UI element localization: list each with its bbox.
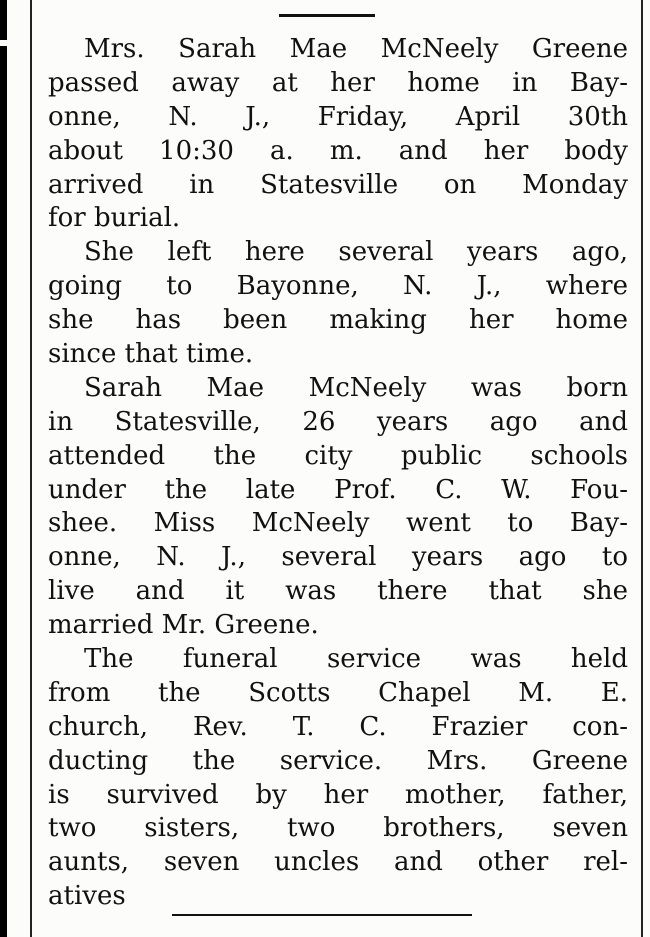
article-line: since that time. [48, 339, 254, 370]
article-line: married Mr. Greene. [48, 610, 319, 641]
article-line: onne, N. J., Friday, April 30th [48, 101, 628, 132]
article-line: going to Bayonne, N. J., where [48, 271, 628, 302]
column-border-gap [0, 40, 7, 46]
top-divider [279, 14, 375, 17]
column-rule-right [641, 0, 643, 937]
article-line: from the Scotts Chapel M. E. [48, 677, 628, 708]
article-line: live and it was there that she [48, 576, 628, 607]
article-line: in Statesville, 26 years ago and [48, 406, 628, 437]
article-line: aunts, seven uncles and other rel- [48, 847, 628, 878]
article-line: for burial. [48, 203, 181, 234]
article-line: Sarah Mae McNeely was born [84, 372, 628, 403]
article-line: She left here several years ago, [84, 237, 628, 268]
article-line: about 10:30 a. m. and her body [48, 135, 628, 166]
article-line: ducting the service. Mrs. Greene [48, 745, 628, 776]
column-rule-inner [30, 0, 32, 937]
article-line: arrived in Statesville on Monday [48, 169, 628, 200]
article-line: she has been making her home [48, 305, 628, 336]
article-line: shee. Miss McNeely went to Bay- [48, 508, 628, 539]
article-line: church, Rev. T. C. Frazier con- [48, 711, 628, 742]
article-line: onne, N. J., several years ago to [48, 542, 628, 573]
column-border-left [0, 0, 7, 937]
article-line: atives [48, 881, 126, 912]
article-line: Mrs. Sarah Mae McNeely Greene [84, 34, 628, 64]
article-line: under the late Prof. C. W. Fou- [48, 474, 628, 505]
article-line: The funeral service was held [84, 644, 628, 675]
article-line: passed away at her home in Bay- [48, 67, 628, 98]
article-line: two sisters, two brothers, seven [48, 813, 628, 844]
article-line: is survived by her mother, father, [48, 779, 628, 810]
article-line: attended the city public schools [48, 440, 628, 471]
obituary-article [48, 33, 628, 914]
bottom-divider [172, 914, 472, 916]
